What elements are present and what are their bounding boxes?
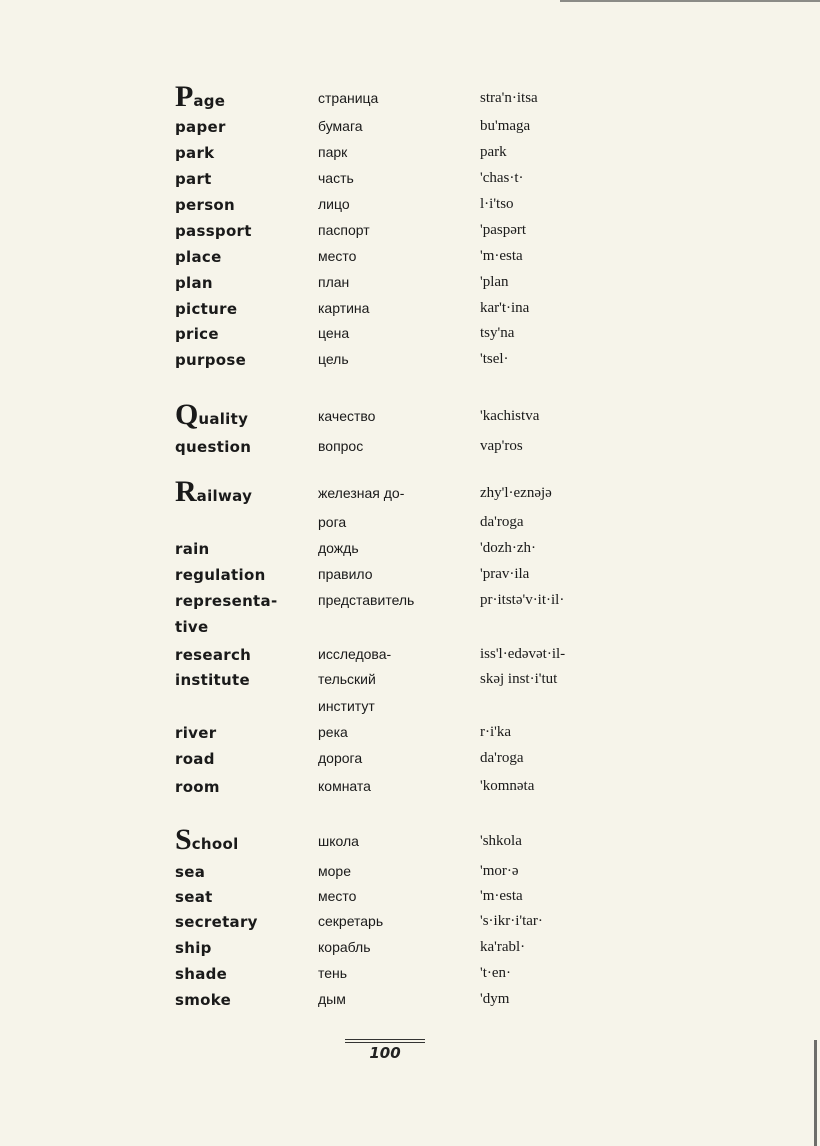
russian-word: тельский bbox=[318, 671, 376, 687]
english-word: river bbox=[175, 724, 217, 742]
russian-word: место bbox=[318, 888, 357, 904]
transliteration: park bbox=[480, 144, 507, 160]
transliteration: bu'maga bbox=[480, 118, 531, 134]
transliteration: da'roga bbox=[480, 750, 524, 766]
glossary-entry bbox=[0, 965, 820, 991]
glossary-entry bbox=[0, 196, 820, 222]
transliteration: stra'n·itsa bbox=[480, 90, 538, 106]
english-word: road bbox=[175, 750, 215, 768]
transliteration: 'plan bbox=[480, 274, 509, 290]
transliteration: l·i'tso bbox=[480, 196, 514, 212]
glossary-entry bbox=[0, 863, 820, 889]
russian-word: исследова- bbox=[318, 646, 392, 662]
russian-word: представитель bbox=[318, 592, 415, 608]
glossary-entry bbox=[0, 540, 820, 566]
russian-word: цель bbox=[318, 351, 349, 367]
transliteration: pr·itstə'v·it·il· bbox=[480, 592, 565, 608]
english-word: School bbox=[175, 823, 239, 856]
transliteration: 'shkola bbox=[480, 833, 522, 849]
transliteration: 'komnəta bbox=[480, 778, 535, 794]
transliteration: kar't·ina bbox=[480, 300, 530, 316]
english-word: regulation bbox=[175, 566, 266, 584]
english-word: secretary bbox=[175, 913, 258, 931]
english-word: question bbox=[175, 438, 252, 456]
transliteration: vap'ros bbox=[480, 438, 523, 454]
russian-word: страница bbox=[318, 90, 379, 106]
english-word: person bbox=[175, 196, 236, 214]
glossary-entry bbox=[0, 566, 820, 592]
english-word: price bbox=[175, 325, 219, 343]
english-word: purpose bbox=[175, 351, 247, 369]
transliteration: 'mor·ə bbox=[480, 863, 519, 879]
glossary-entry bbox=[0, 724, 820, 750]
english-word: rain bbox=[175, 540, 210, 558]
glossary-entry bbox=[0, 823, 820, 859]
russian-word: железная до- bbox=[318, 485, 405, 501]
english-word: Quality bbox=[175, 398, 249, 431]
page-number-rule bbox=[345, 1039, 425, 1040]
russian-word: дорога bbox=[318, 750, 363, 766]
english-word: park bbox=[175, 144, 215, 162]
russian-word: паспорт bbox=[318, 222, 370, 238]
russian-word: река bbox=[318, 724, 348, 740]
glossary-entry bbox=[0, 351, 820, 377]
russian-word: секретарь bbox=[318, 913, 384, 929]
glossary-entry bbox=[0, 671, 820, 697]
transliteration: 't·en· bbox=[480, 965, 512, 981]
russian-word: часть bbox=[318, 170, 354, 186]
russian-word: комната bbox=[318, 778, 371, 794]
glossary-entry bbox=[0, 118, 820, 144]
english-word: part bbox=[175, 170, 212, 188]
transliteration: da'roga bbox=[480, 514, 524, 530]
page-number: 100 bbox=[369, 1044, 401, 1062]
glossary-entry bbox=[0, 913, 820, 939]
russian-word: план bbox=[318, 274, 350, 290]
english-word: representa- bbox=[175, 592, 278, 610]
glossary-entry bbox=[0, 475, 820, 511]
glossary-entry bbox=[0, 618, 820, 644]
english-word: institute bbox=[175, 671, 250, 689]
english-word: passport bbox=[175, 222, 252, 240]
transliteration: 'chas·t· bbox=[480, 170, 524, 186]
russian-word: картина bbox=[318, 300, 370, 316]
scan-edge-right bbox=[814, 1040, 817, 1146]
glossary-entry bbox=[0, 646, 820, 672]
russian-word: дождь bbox=[318, 540, 359, 556]
glossary-entry bbox=[0, 80, 820, 116]
english-word: shade bbox=[175, 965, 228, 983]
russian-word: море bbox=[318, 863, 351, 879]
page-number-rule bbox=[345, 1042, 425, 1043]
glossary-entry bbox=[0, 698, 820, 724]
russian-word: рога bbox=[318, 514, 347, 530]
transliteration: ka'rabl· bbox=[480, 939, 526, 955]
english-word: sea bbox=[175, 863, 206, 881]
glossary-entry bbox=[0, 991, 820, 1017]
english-word: seat bbox=[175, 888, 213, 906]
transliteration: 'dym bbox=[480, 991, 510, 1007]
transliteration: 'prav·ila bbox=[480, 566, 530, 582]
glossary-entry bbox=[0, 170, 820, 196]
english-word: place bbox=[175, 248, 222, 266]
russian-word: школа bbox=[318, 833, 359, 849]
transliteration: tsy'na bbox=[480, 325, 515, 341]
transliteration: 'paspərt bbox=[480, 222, 527, 238]
russian-word: парк bbox=[318, 144, 348, 160]
glossary-entry bbox=[0, 398, 820, 434]
glossary-entry bbox=[0, 325, 820, 351]
transliteration: 'dozh·zh· bbox=[480, 540, 537, 556]
english-word: Railway bbox=[175, 475, 253, 508]
transliteration: skəj inst·i'tut bbox=[480, 671, 558, 687]
glossary-entry bbox=[0, 592, 820, 618]
english-word: tive bbox=[175, 618, 209, 636]
english-word: picture bbox=[175, 300, 238, 318]
transliteration: zhy'l·eznəjə bbox=[480, 485, 552, 501]
russian-word: вопрос bbox=[318, 438, 364, 454]
russian-word: корабль bbox=[318, 939, 371, 955]
glossary-entry bbox=[0, 274, 820, 300]
russian-word: качество bbox=[318, 408, 376, 424]
russian-word: институт bbox=[318, 698, 375, 714]
russian-word: дым bbox=[318, 991, 346, 1007]
english-word: room bbox=[175, 778, 220, 796]
transliteration: 'm·esta bbox=[480, 888, 523, 904]
glossary-entry bbox=[0, 438, 820, 464]
transliteration: r·i'ka bbox=[480, 724, 512, 740]
russian-word: лицо bbox=[318, 196, 350, 212]
transliteration: 'tsel· bbox=[480, 351, 509, 367]
glossary-entry bbox=[0, 750, 820, 776]
english-word: ship bbox=[175, 939, 212, 957]
english-word: plan bbox=[175, 274, 213, 292]
russian-word: место bbox=[318, 248, 357, 264]
glossary-entry bbox=[0, 888, 820, 914]
russian-word: бумага bbox=[318, 118, 363, 134]
glossary-entry bbox=[0, 144, 820, 170]
glossary-entry bbox=[0, 248, 820, 274]
glossary-entry bbox=[0, 514, 820, 540]
glossary-entry bbox=[0, 300, 820, 326]
english-word: Page bbox=[175, 80, 226, 113]
transliteration: 's·ikr·i'tar· bbox=[480, 913, 543, 929]
glossary-entry bbox=[0, 778, 820, 804]
english-word: research bbox=[175, 646, 252, 664]
russian-word: правило bbox=[318, 566, 373, 582]
russian-word: тень bbox=[318, 965, 348, 981]
english-word: smoke bbox=[175, 991, 232, 1009]
russian-word: цена bbox=[318, 325, 350, 341]
transliteration: 'kachistva bbox=[480, 408, 540, 424]
glossary-entry bbox=[0, 222, 820, 248]
transliteration: 'm·esta bbox=[480, 248, 523, 264]
english-word: paper bbox=[175, 118, 226, 136]
transliteration: iss'l·edəvət·il- bbox=[480, 646, 566, 662]
glossary-entry bbox=[0, 939, 820, 965]
scan-edge-top bbox=[560, 0, 820, 2]
